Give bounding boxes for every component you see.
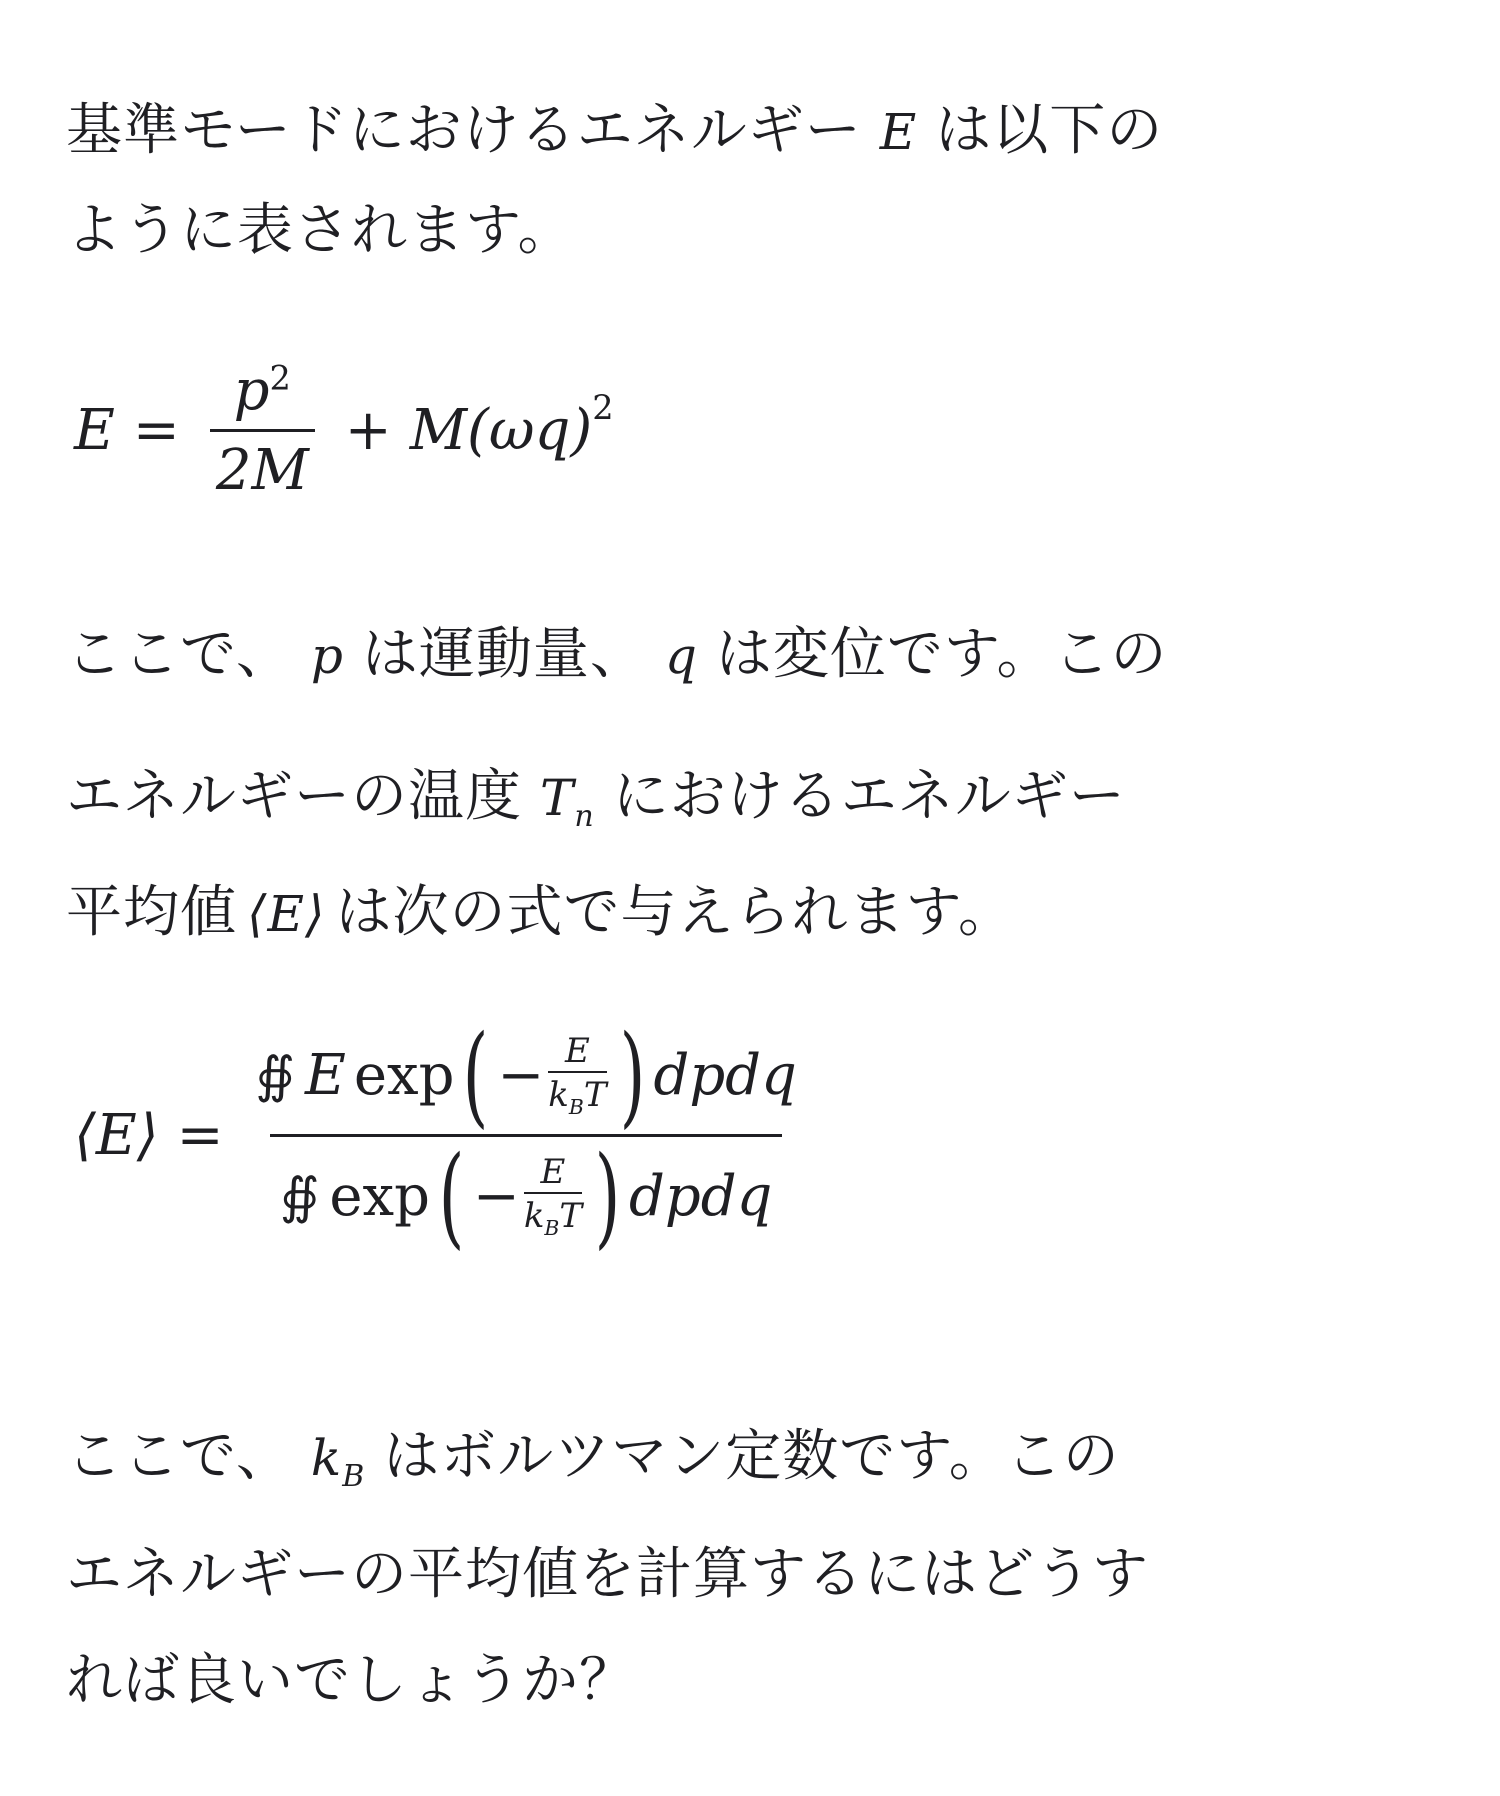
explain-text-3a: 平均値 [66,880,237,945]
eq2-den-exp: exp [329,1163,430,1229]
eq2-numerator [246,1011,807,1139]
double-contour-integral-icon: ∯ [279,1167,320,1225]
eq2-den-k-sub: B [544,1215,560,1240]
eq2-den-minus: − [472,1163,520,1229]
closing-text-1b: はボルツマン定数です。この [383,1424,1120,1489]
eq2-den-rparen: ) [594,1132,621,1260]
intro-text-end: は以下の [935,98,1164,163]
closing-line-3 [66,1636,636,1716]
eq2-num-inner-fraction [548,1031,606,1119]
boltzmann-subscript: B [342,1459,366,1494]
intro-text-2: ように表されます。 [66,198,575,263]
eq2-den-lparen: ( [438,1132,465,1260]
explain-line-1 [66,610,1167,690]
closing-text-2: エネルギーの平均値を計算するにはどうす [66,1542,1149,1607]
eq2-num-exp: exp [353,1042,455,1108]
eq1-numerator [228,358,297,429]
explain-text-1c: は変位です。この [715,622,1168,687]
eq2-den-k: k [523,1196,545,1237]
eq1-term-exp: 2 [592,388,614,427]
eq2-lhs: ⟨E⟩ [74,1103,159,1168]
explain-text-1a: ここで、 [66,622,293,687]
eq2-denominator [270,1132,782,1260]
displacement-symbol: q [664,627,698,685]
eq1-num-base: p [233,358,270,423]
eq2-num-rparen: ) [619,1011,645,1139]
eq1-equals: = [132,398,180,463]
explain-text-1b: は運動量、 [361,622,647,687]
eq2-num-k: k [548,1075,569,1116]
average-energy-symbol: ⟨E⟩ [247,885,326,943]
intro-text: 基準モードにおけるエネルギー [66,98,862,163]
intro-line-1 [66,86,1163,166]
eq1-plus: + [344,398,392,463]
eq2-den-diff: dpdq [629,1163,773,1229]
eq1-denominator: 2M [210,429,315,503]
eq2-num-minus: − [497,1042,545,1108]
explain-line-3 [66,868,1015,948]
explain-text-3b: は次の式で与えられます。 [335,880,1016,945]
equation-average-energy [74,1011,819,1260]
explain-line-2 [66,752,1126,834]
eq2-den-inner-fraction [524,1152,582,1240]
intro-line-2 [66,186,575,266]
eq1-num-exp: 2 [269,358,291,398]
eq2-equals: = [176,1103,224,1168]
boltzmann-k: k [310,1429,343,1487]
explain-text-2a: エネルギーの温度 [66,764,522,829]
eq2-num-diff: dpdq [653,1042,797,1108]
closing-text-3: れば良いでしょうか？ [66,1648,636,1713]
double-contour-integral-icon: ∯ [255,1046,295,1104]
equation-energy [74,358,614,503]
closing-line-2 [66,1530,1149,1610]
eq2-num-inner-denominator [548,1071,606,1119]
eq2-num-k-sub: B [568,1094,584,1119]
eq2-den-inner-numerator: E [540,1152,566,1193]
temperature-subscript: n [574,799,595,834]
eq2-num-T: T [583,1075,607,1116]
closing-line-1 [66,1412,1120,1494]
eq2-num-lparen: ( [463,1011,489,1139]
eq2-num-E: E [304,1042,346,1108]
temperature-symbol [522,769,613,834]
temperature-T: T [540,769,575,827]
eq1-lhs: E [74,398,115,463]
eq1-fraction [210,358,315,503]
eq2-main-fraction [246,1011,807,1260]
boltzmann-symbol [293,1429,383,1494]
eq2-den-inner-denominator [524,1192,582,1240]
closing-text-1a: ここで、 [66,1424,293,1489]
momentum-symbol: p [310,627,344,685]
energy-symbol: E [879,103,918,161]
eq1-term: M(ωq) [409,398,593,463]
eq2-num-inner-numerator: E [564,1031,590,1072]
explain-text-2b: におけるエネルギー [612,764,1126,829]
eq2-den-T: T [559,1196,583,1237]
